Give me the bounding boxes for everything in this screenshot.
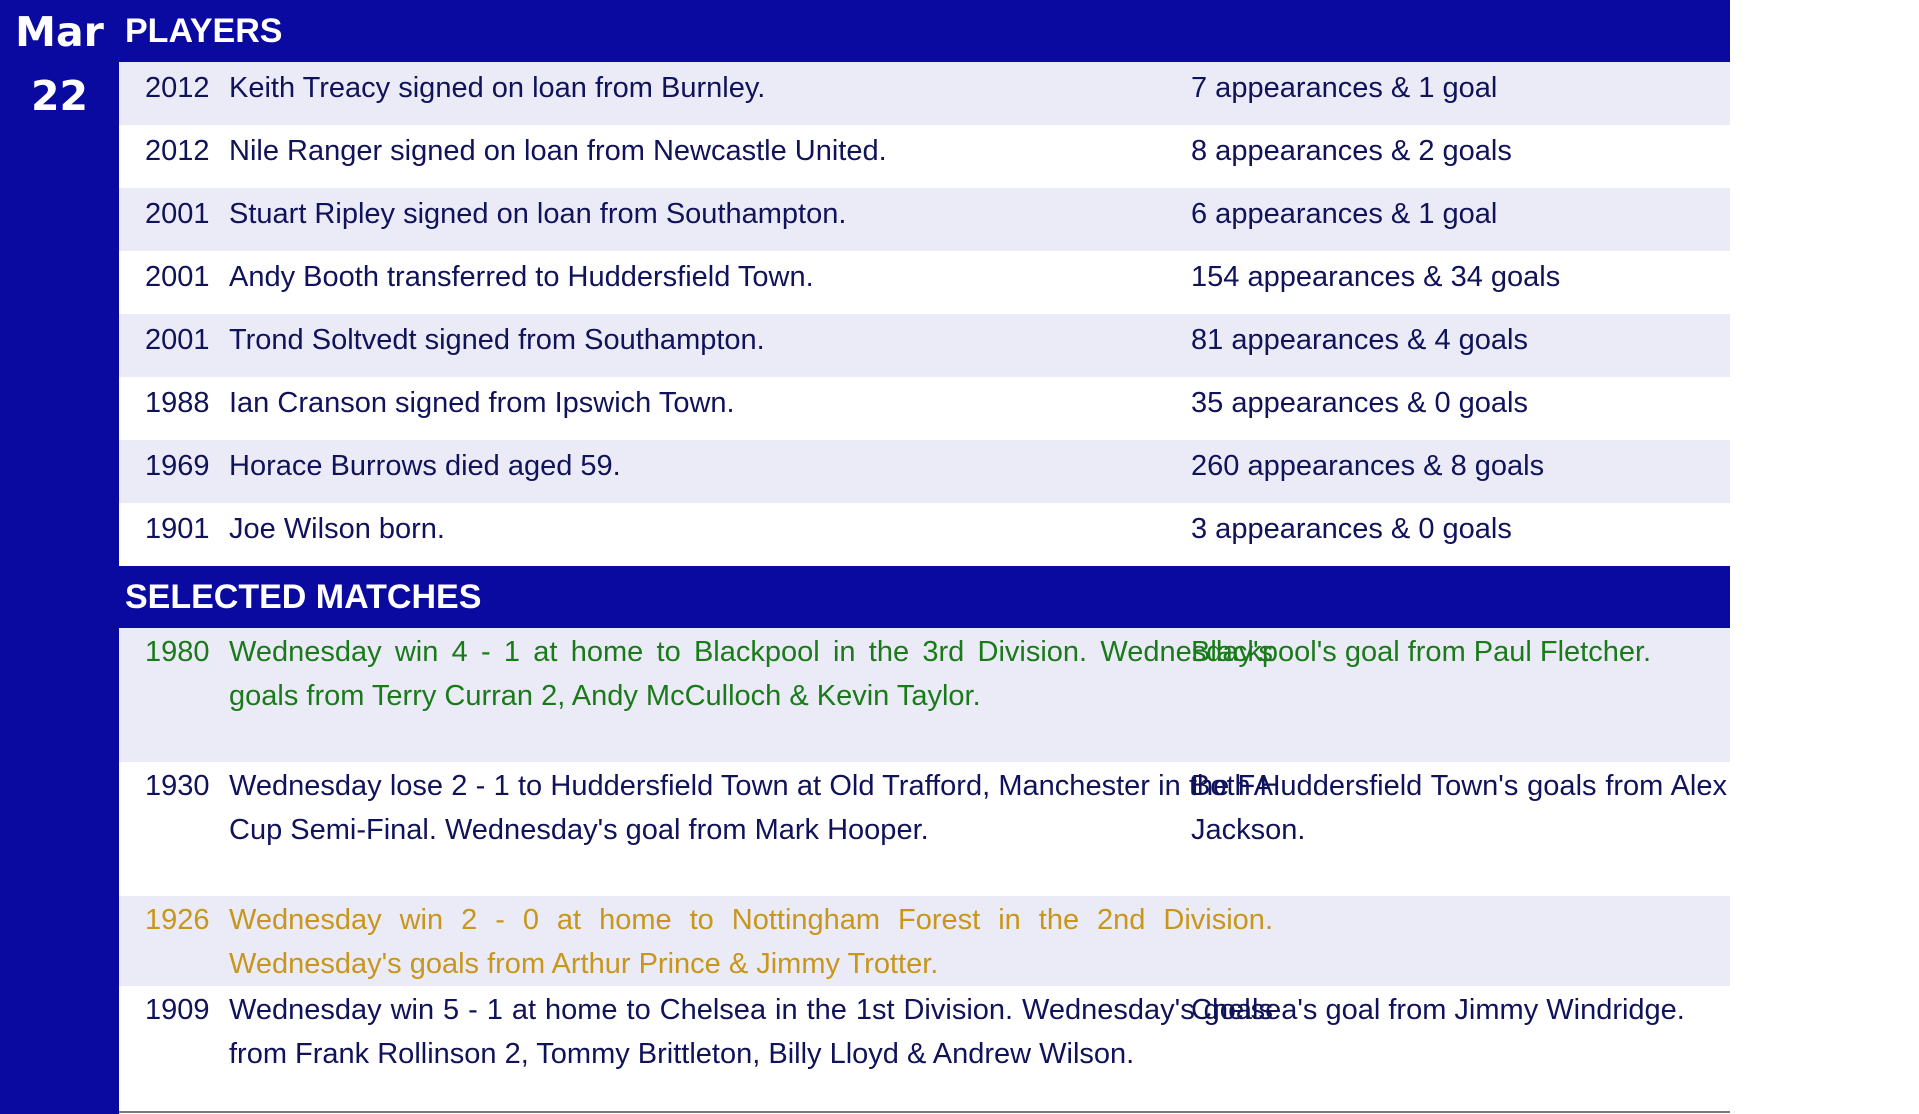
date-month: Mar (15, 8, 104, 56)
date-sidebar (0, 0, 119, 1114)
player-year: 2001 (145, 198, 210, 230)
player-description: Horace Burrows died aged 59. (229, 450, 621, 482)
match-row (119, 896, 1730, 986)
player-stats: 8 appearances & 2 goals (1191, 135, 1512, 167)
player-year: 2012 (145, 135, 210, 167)
player-row (119, 440, 1730, 503)
players-section-header: PLAYERS (119, 0, 1730, 62)
player-stats: 81 appearances & 4 goals (1191, 324, 1528, 356)
player-description: Stuart Ripley signed on loan from Southampton. (229, 198, 847, 230)
player-row (119, 314, 1730, 377)
player-stats: 3 appearances & 0 goals (1191, 513, 1512, 545)
player-row (119, 503, 1730, 566)
player-year: 1901 (145, 513, 210, 545)
player-description: Trond Soltvedt signed from Southampton. (229, 324, 765, 356)
match-description: Wednesday lose 2 - 1 to Huddersfield Town at Old Trafford, Manchester in the FA Cup Semi-Final. Wednesday's goal from Mark Hooper. (229, 770, 1273, 846)
player-year: 1988 (145, 387, 210, 419)
date-day: 22 (30, 72, 89, 120)
player-row (119, 188, 1730, 251)
match-year: 1980 (145, 636, 210, 668)
player-row (119, 377, 1730, 440)
player-description: Andy Booth transferred to Huddersfield Town. (229, 261, 814, 293)
player-stats: 6 appearances & 1 goal (1191, 198, 1498, 230)
match-description: Wednesday win 4 - 1 at home to Blackpool in the 3rd Division. Wednesday's goals from Terry Curran 2, Andy McCulloch & Kevin Taylor. (229, 636, 1273, 712)
matches-section-header: SELECTED MATCHES (119, 566, 1730, 628)
player-stats: 35 appearances & 0 goals (1191, 387, 1528, 419)
match-year: 1930 (145, 770, 210, 802)
player-stats: 260 appearances & 8 goals (1191, 450, 1545, 482)
player-year: 2012 (145, 72, 210, 104)
match-opponent-goals: Both Huddersfield Town's goals from Alex Jackson. (1191, 770, 1727, 846)
match-row (119, 986, 1730, 1111)
player-row (119, 125, 1730, 188)
player-row (119, 62, 1730, 125)
player-description: Joe Wilson born. (229, 513, 445, 545)
match-year: 1926 (145, 904, 210, 936)
player-year: 2001 (145, 261, 210, 293)
player-stats: 7 appearances & 1 goal (1191, 72, 1498, 104)
bottom-border (119, 1111, 1730, 1113)
match-description: Wednesday win 5 - 1 at home to Chelsea in the 1st Division. Wednesday's goals from Frank Rollinson 2, Tommy Brittleton, Billy Lloyd & Andrew Wilson. (229, 994, 1273, 1070)
match-opponent-goals: Chelsea's goal from Jimmy Windridge. (1191, 994, 1685, 1026)
match-year: 1909 (145, 994, 210, 1026)
player-stats: 154 appearances & 34 goals (1191, 261, 1561, 293)
match-row (119, 762, 1730, 896)
player-row (119, 251, 1730, 314)
match-description: Wednesday win 2 - 0 at home to Nottingham Forest in the 2nd Division. Wednesday's goals from Arthur Prince & Jimmy Trotter. (229, 904, 1273, 980)
player-description: Keith Treacy signed on loan from Burnley. (229, 72, 766, 104)
match-row (119, 628, 1730, 762)
player-year: 2001 (145, 324, 210, 356)
player-description: Ian Cranson signed from Ipswich Town. (229, 387, 735, 419)
match-opponent-goals: Blackpool's goal from Paul Fletcher. (1191, 636, 1652, 668)
player-description: Nile Ranger signed on loan from Newcastle United. (229, 135, 887, 167)
player-year: 1969 (145, 450, 210, 482)
